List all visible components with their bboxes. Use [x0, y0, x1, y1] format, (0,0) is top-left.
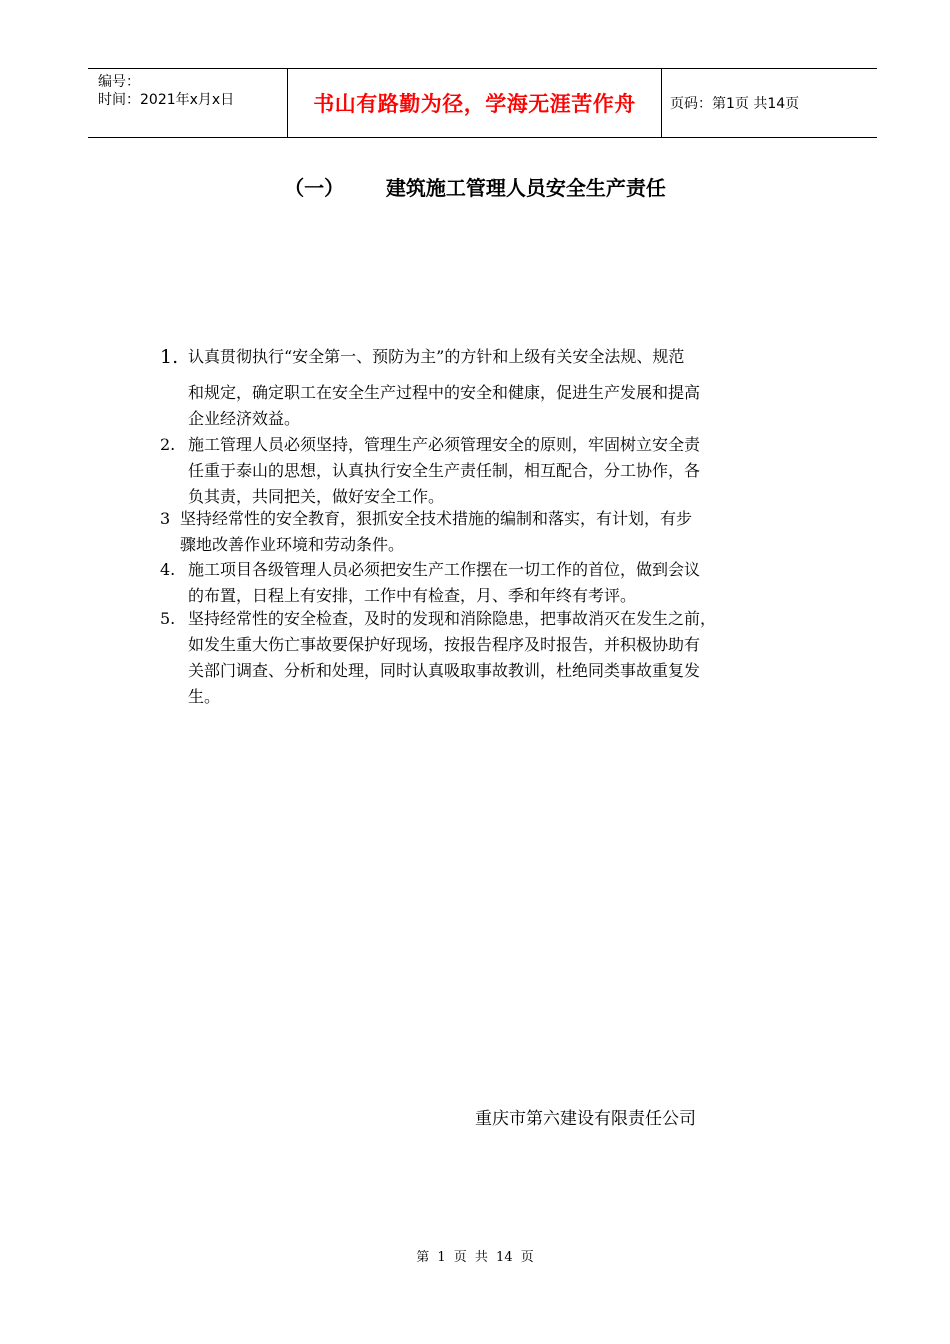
- list-item: [160, 557, 810, 609]
- header-page-cell: [662, 69, 877, 137]
- document-number-label: 编号：: [98, 74, 140, 90]
- header-motto-cell: [288, 69, 662, 137]
- list-item: [160, 606, 810, 710]
- list-item-number: 5.: [160, 609, 176, 628]
- list-item-line: 骤地改善作业环境和劳动条件。: [180, 535, 405, 554]
- list-item-line: 生。: [188, 687, 221, 706]
- page-footer: 第 1 页 共 14 页: [416, 1250, 534, 1265]
- list-item-number: 2.: [160, 435, 176, 454]
- list-item-line: 认真贯彻执行“安全第一、预防为主”的方针和上级有关安全法规、规范: [188, 347, 685, 366]
- list-item-line: 坚持经常性的安全检查，及时的发现和消除隐患，把事故消灭在发生之前，: [188, 609, 717, 628]
- list-item-line: 施工项目各级管理人员必须把安生产工作摆在一切工作的首位，做到会议: [188, 560, 701, 579]
- header-motto: 书山有路勤为径，学海无涯苦作舟: [313, 92, 636, 116]
- list-item-line: 施工管理人员必须坚持，管理生产必须管理安全的原则，牢固树立安全责: [188, 435, 701, 454]
- document-header: [88, 68, 877, 138]
- list-item-line: 负其责，共同把关，做好安全工作。: [188, 487, 445, 506]
- list-item-number: 3: [160, 509, 171, 528]
- list-item-line: 的布置，日程上有安排，工作中有检查，月、季和年终有考评。: [188, 586, 637, 605]
- list-item-line: 如发生重大伤亡事故要保护好现场，按报告程序及时报告，并积极协助有: [188, 635, 701, 654]
- list-item-line: 任重于泰山的思想，认真执行安全生产责任制，相互配合，分工协作，各: [188, 461, 701, 480]
- list-item: [160, 432, 810, 510]
- header-page-info: 页码：第1页 共14页: [670, 96, 800, 112]
- header-meta-cell: [88, 69, 288, 137]
- list-item: [160, 344, 810, 432]
- document-time-label: 时间：2021年x月x日: [98, 92, 235, 108]
- list-item-line: 关部门调查、分析和处理，同时认真吸取事故教训，杜绝同类事故重复发: [188, 661, 701, 680]
- list-item: [160, 506, 810, 558]
- list-item-number: 4.: [160, 560, 176, 579]
- company-signature: 重庆市第六建设有限责任公司: [475, 1109, 696, 1129]
- list-item-line: 坚持经常性的安全教育，狠抓安全技术措施的编制和落实，有计划，有步: [180, 509, 693, 528]
- list-item-line: 和规定，确定职工在安全生产过程中的安全和健康，促进生产发展和提高: [188, 383, 701, 402]
- list-item-line: 企业经济效益。: [188, 409, 301, 428]
- list-item-number: 1.: [160, 346, 179, 368]
- document-title: （一） 建筑施工管理人员安全生产责任: [284, 176, 666, 200]
